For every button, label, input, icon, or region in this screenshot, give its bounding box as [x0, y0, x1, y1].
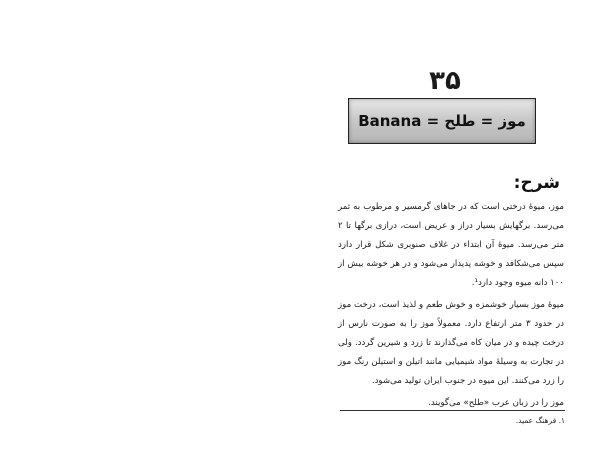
body-text — [338, 198, 564, 416]
title-banner — [348, 98, 536, 144]
page-title: موز = طلح = Banana — [358, 112, 526, 130]
paragraph: موز، میوهٔ درختی است که در جاهای گرمسیر و مرطوب به ثمر می‌رسد. برگهایش بسیار دراز و عریض است، درازی برگها تا ۲ متر می‌رسد. میوهٔ آن ابتداء در غلاف صنوبری شکل قرار دارد سپس می‌شکافد و خوشه پدیدار می‌شود و در هر خوشه بیش از ۱۰۰ دانه میوه وجود دارد¹. — [338, 202, 564, 288]
paragraph: موز را در زبان عرب «طلح» می‌گویند. — [428, 398, 564, 408]
page-number: ۳۵ — [429, 66, 461, 96]
footnote-divider — [340, 410, 565, 411]
footnote: ۱. فرهنگ عمید. — [515, 416, 565, 425]
paragraph: میوهٔ موز بسیار خوشمزه و خوش طعم و لذیذ است، درخت موز در حدود ۳ متر ارتفاع دارد. معمولاً موز را به صورت نارس از درخت چیده و در میان کاه می‌گذارند تا زرد و شیرین گردد. ولی در تجارت به وسیلهٔ مواد شیمیایی مانند اتیلن و استیلن رنگ موز را زرد می‌کنند. این میوه در جنوب ایران تولید می‌شود. — [338, 300, 564, 386]
section-heading: شرح: — [513, 173, 560, 193]
